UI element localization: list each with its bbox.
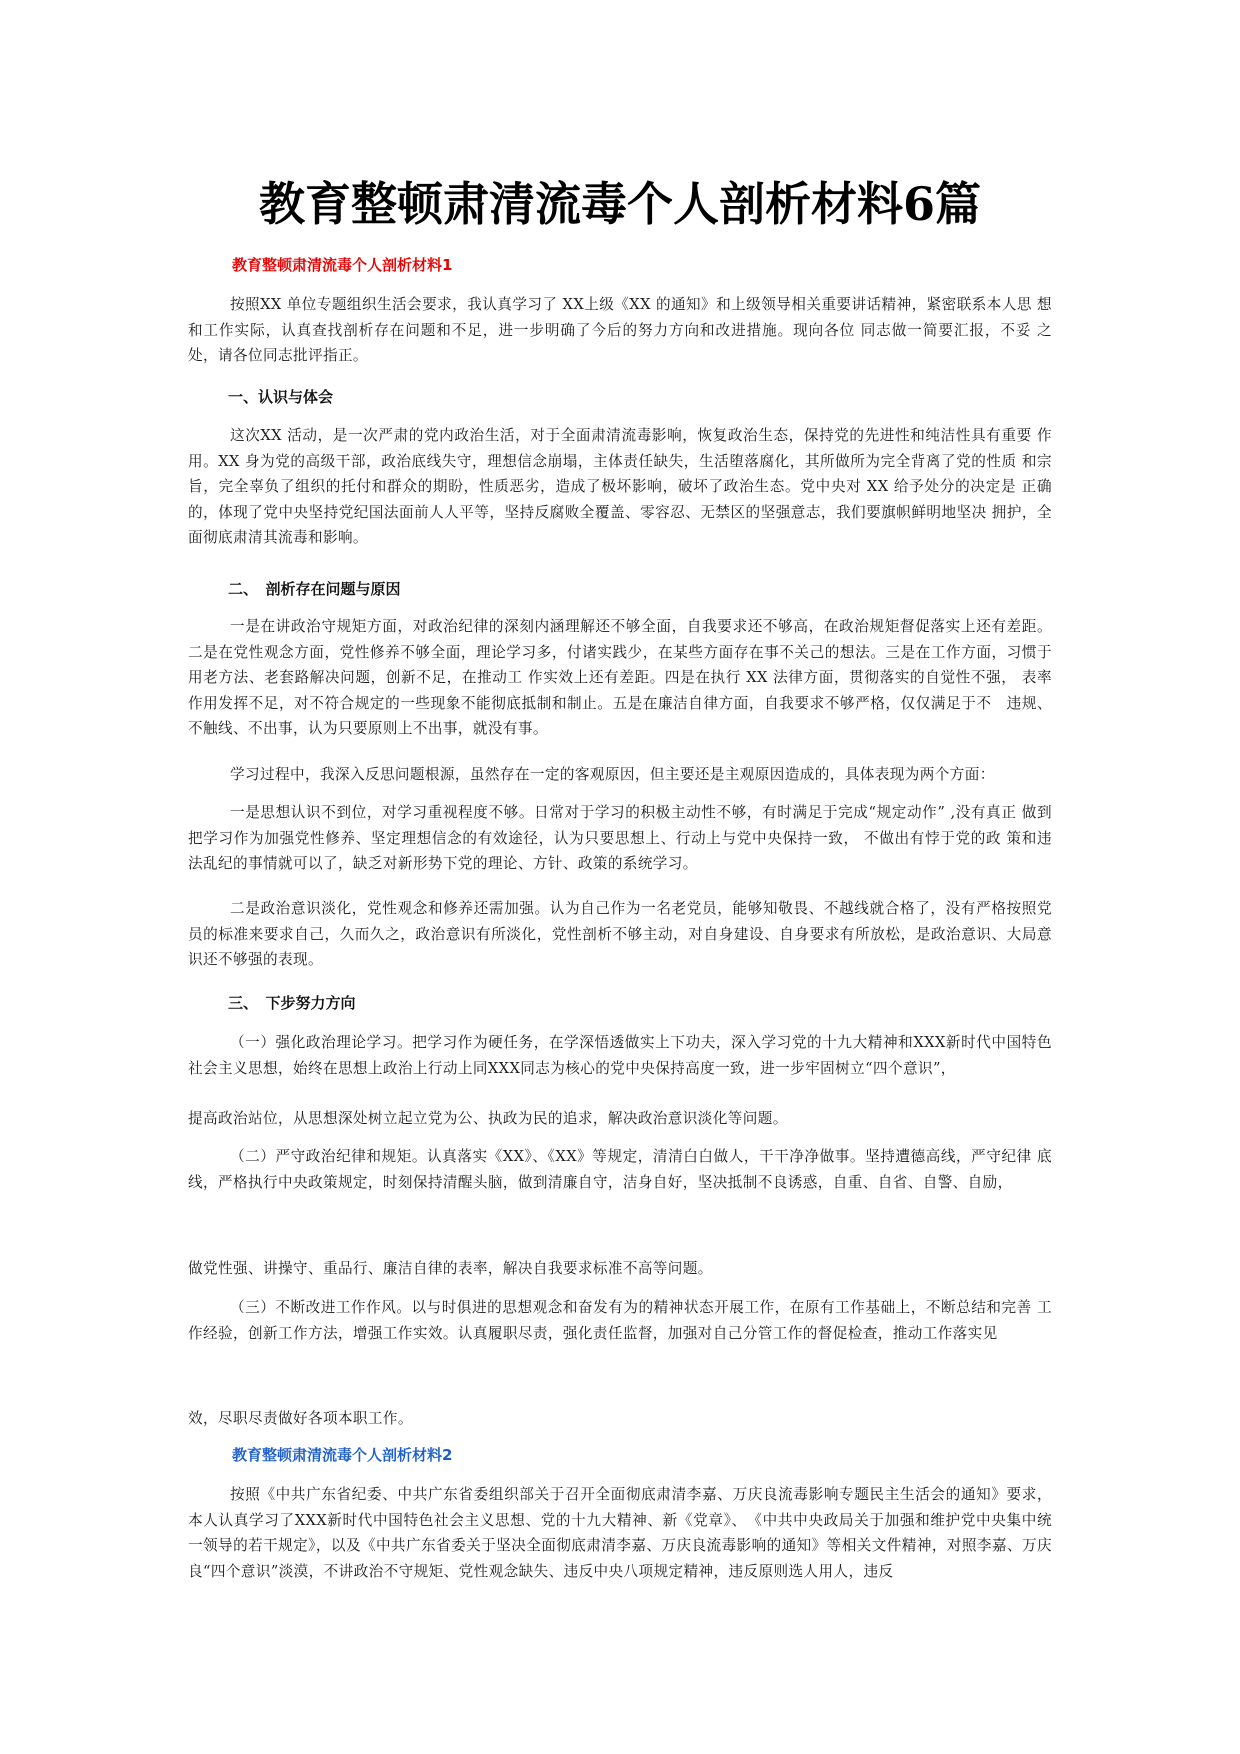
section3-heading: 三、 下步努力方向 — [228, 994, 356, 1012]
section1-heading: 一、认识与体会 — [228, 388, 334, 406]
section2-paragraph-1: 一是在讲政治守规矩方面，对政治纪律的深刻内涵理解还不够全面，自我要求还不够高，在政治规矩督促落实上还有差距。二是在党性观念方面，党性修养不够全面，理论学习多，付诸实践少，在某些方面存在事不关己的想法。三是在工作方面，习惯于用老方法、老套路解决问题，创新不足，在推动工 作实效上还有差距。四是在执行 XX 法律方面，贯彻落实的自觉性不强， 表率作用发挥不足，对不符合规定的一些现象不能彻底抵制和制止。五是在廉洁自律方面，自我要求不够严格，仅仅满足于不 违规、不触线、不出事，认为只要原则上不出事，就没有事。 — [188, 618, 1052, 737]
section2-paragraph-4: 二是政治意识淡化，党性观念和修养还需加强。认为自己作为一名老党员，能够知敬畏、不越线就合格了，没有严格按照党员的标准来要求自己，久而久之，政治意识有所淡化，党性剖析不够主动，对自身建设、自身要求有所放松，是政治意识、大局意识还不够强的表现。 — [188, 900, 1052, 968]
section3-paragraph-1b: 提高政治站位，从思想深处树立起立党为公、执政为民的追求，解决政治意识淡化等问题。 — [188, 1110, 788, 1127]
article2-intro: 按照《中共广东省纪委、中共广东省委组织部关于召开全面彻底肃清李嘉、万庆良流毒影响专题民主生活会的通知》要求，本人认真学习了XXX新时代中国特色社会主义思想、党的十九大精神、新《党章》、 《中共中央政局关于加强和维护党中央集中统一领导的若干规定》，以及《中共广东省委关于坚决全面彻底肃清李嘉、万庆良流毒影响的通知》等相关文件精神，对照李嘉、万庆良“四个意识”淡漠，不讲政治不守规矩、党性观念缺失、违反中央八项规定精神，违反原则选人用人，违反 — [188, 1486, 1052, 1580]
article2-heading: 教育整顿肃清流毒个人剖析材料2 — [232, 1446, 453, 1464]
section3-paragraph-2b: 做党性强、讲操守、重品行、廉洁自律的表率，解决自我要求标准不高等问题。 — [188, 1260, 713, 1277]
section2-heading: 二、 剖析存在问题与原因 — [228, 580, 401, 598]
section3-paragraph-2a: （二）严守政治纪律和规矩。认真落实《XX》、《XX》等规定，清清白白做人，干干净净做事。坚持遭德高线，严守纪律 底线，严格执行中央政策规定，时刻保持清醒头脑，做到清廉自守，洁身自好，坚决抵制不良诱惑，自重、自省、自警、自励， — [188, 1148, 1052, 1191]
section3-paragraph-1a: （一）强化政治理论学习。把学习作为硬任务，在学深悟透做实上下功夫，深入学习党的十九大精神和XXX新时代中国特色社会主义思想，始终在思想上政治上行动上同XXX同志为核心的党中央保持高度一致，进一步牢固树立“四个意识”， — [188, 1034, 1052, 1077]
section2-paragraph-2: 学习过程中，我深入反思问题根源，虽然存在一定的客观原因，但主要还是主观原因造成的，具体表现为两个方面： — [230, 766, 995, 783]
section2-paragraph-3: 一是思想认识不到位，对学习重视程度不够。日常对于学习的积极主动性不够，有时满足于完成“规定动作” ,没有真正 做到把学习作为加强党性修养、坚定理想信念的有效途径，认为只要思想上、行动上与党中央保持一致， 不做出有悖于党的政 策和违法乱纪的事情就可以了，缺乏对新形势下党的理论、方针、政策的系统学习。 — [188, 804, 1052, 872]
article1-intro: 按照XX 单位专题组织生活会要求，我认真学习了 XX上级《XX 的通知》和上级领导相关重要讲话精神，紧密联系本人思 想和工作实际，认真查找剖析存在问题和不足，进一步明确了今后的努力方向和改进措施。现向各位 同志做一简要汇报，不妥 之处，请各位同志批评指正。 — [188, 296, 1052, 364]
document-title: 教育整顿肃清流毒个人剖析材料6篇 — [258, 177, 981, 231]
section3-paragraph-3a: （三）不断改进工作作风。以与时俱进的思想观念和奋发有为的精神状态开展工作，在原有工作基础上，不断总结和完善 工作经验，创新工作方法，增强工作实效。认真履职尽责，强化责任监督，加强对自己分管工作的督促检查，推动工作落实见 — [188, 1299, 1052, 1342]
section3-paragraph-3b: 效，尽职尽责做好各项本职工作。 — [188, 1410, 413, 1427]
article1-heading: 教育整顿肃清流毒个人剖析材料1 — [232, 256, 453, 274]
section1-paragraph: 这次XX 活动，是一次严肃的党内政治生活，对于全面肃清流毒影响，恢复政治生态，保持党的先进性和纯洁性具有重要 作用。XX 身为党的高级干部，政治底线失守，理想信念崩塌，主体责任缺失，生活堕落腐化，其所做所为完全背离了党的性质 和宗旨，完全辜负了组织的托付和群众的期盼，性质恶劣，造成了极坏影响，破坏了政治生态。党中央对 XX 给予处分的决定是 正确的，体现了党中央坚持党纪国法面前人人平等，坚持反腐败全覆盖、零容忍、无禁区的坚强意志，我们要旗帜鲜明地坚决 拥护，全面彻底肃清其流毒和影响。 — [188, 427, 1052, 546]
